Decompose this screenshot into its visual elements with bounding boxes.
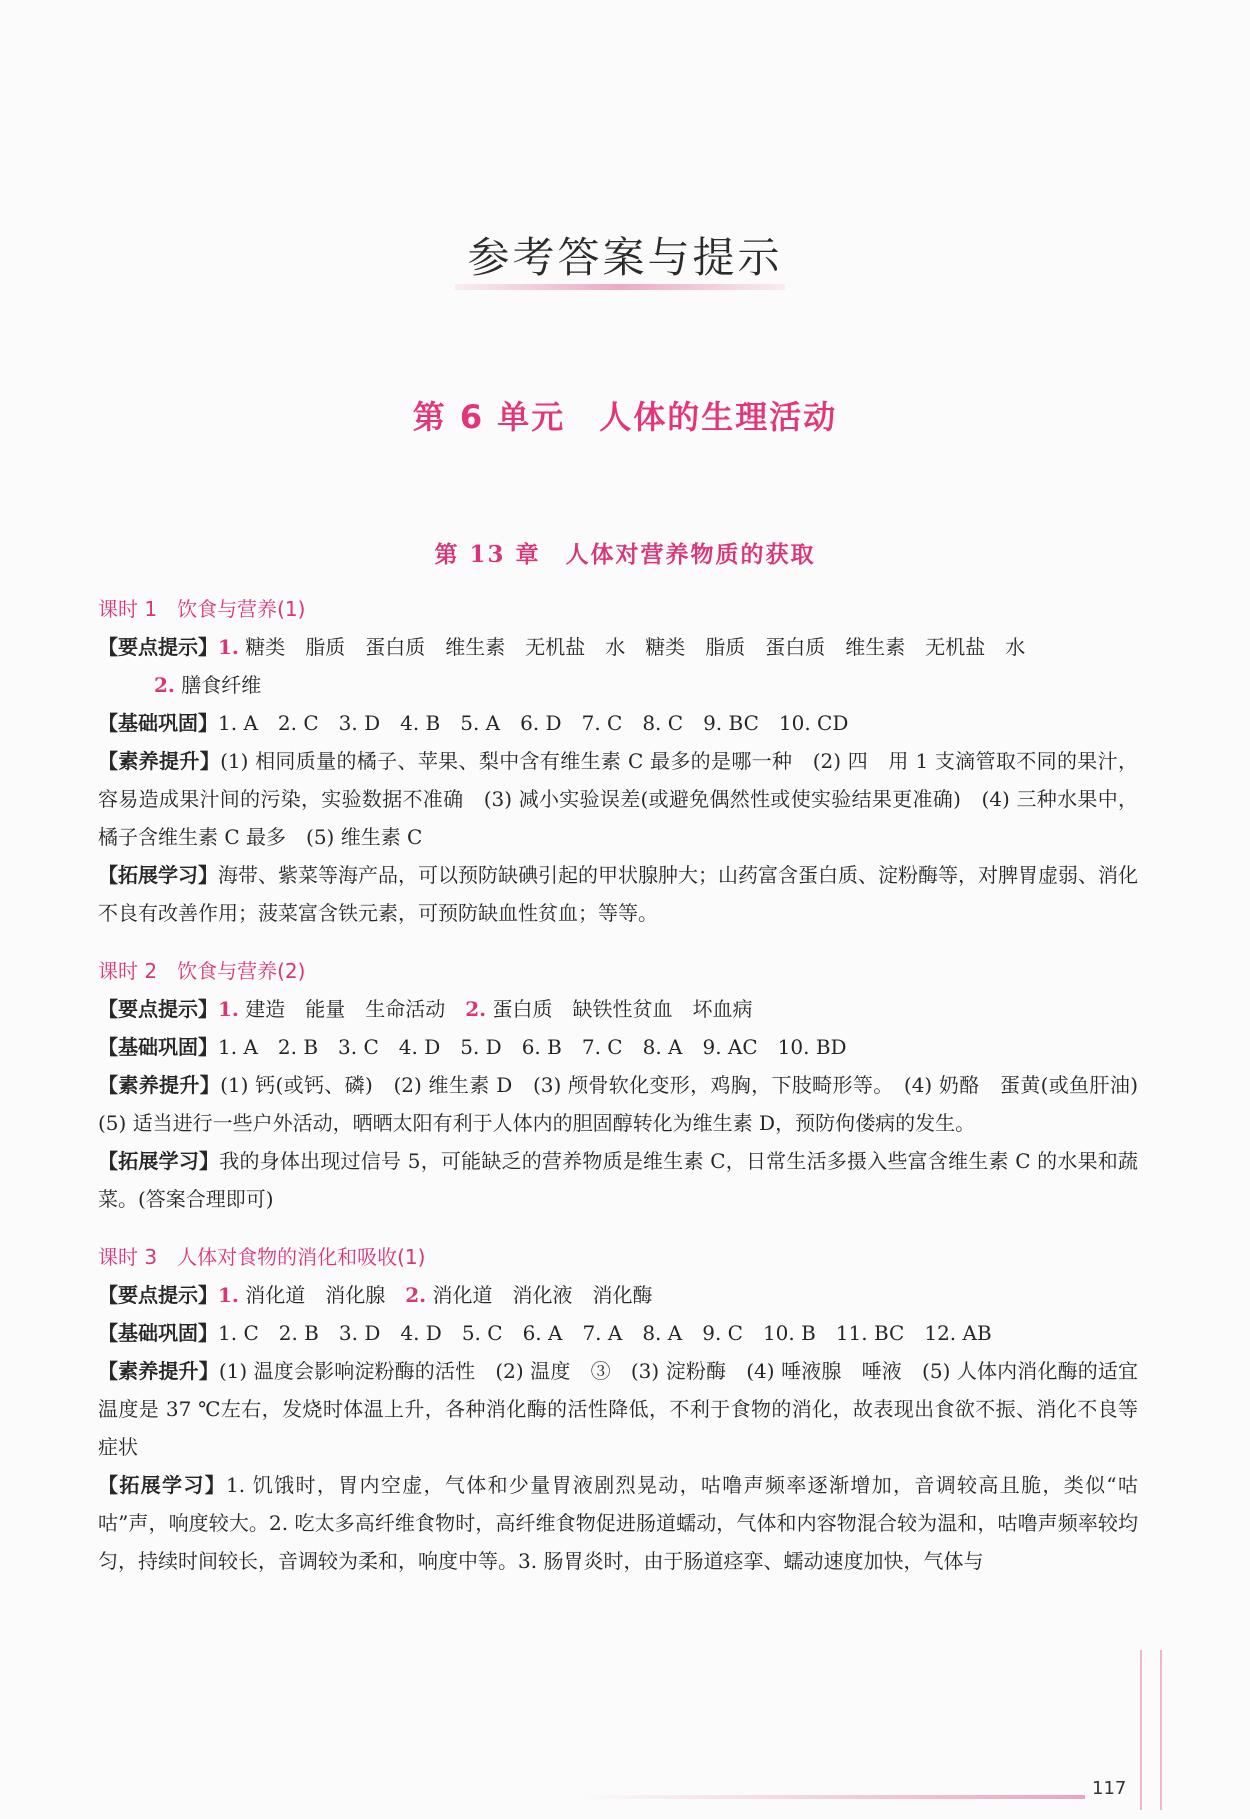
section-tag: 【素养提升】 bbox=[98, 1073, 221, 1097]
key-points bbox=[98, 628, 1138, 666]
lesson-2 bbox=[98, 952, 1158, 1218]
lesson-1 bbox=[98, 590, 1138, 932]
title-underline bbox=[455, 284, 785, 290]
section-tag: 【素养提升】 bbox=[98, 749, 221, 773]
section-tag: 【基础巩固】 bbox=[98, 1321, 218, 1345]
section-tag: 【拓展学习】 bbox=[98, 863, 218, 887]
key-points bbox=[98, 990, 1138, 1028]
item-number: 1. bbox=[218, 635, 239, 659]
section-tag: 【拓展学习】 bbox=[98, 1149, 220, 1173]
answer-text: 膳食纤维 bbox=[174, 673, 262, 697]
extend bbox=[98, 1466, 1138, 1580]
answer-text: (1) 温度会影响淀粉酶的活性 (2) 温度 ③ (3) 淀粉酶 (4) 唾液腺 唾液 (5) 人体内消化酶的适宜温度是 37 ℃左右，发烧时体温上升，各种消化酶的活性降低，不利于食物的消化，故表现出食欲不振、消化不良等症状 bbox=[98, 1359, 1139, 1459]
answer-text: 消化道 消化腺 bbox=[238, 1283, 386, 1307]
section-tag: 【要点提示】 bbox=[98, 997, 218, 1021]
answer-content bbox=[98, 590, 1158, 1600]
page-number: 117 bbox=[1092, 1778, 1127, 1799]
section-tag: 【拓展学习】 bbox=[98, 1473, 227, 1497]
key-points-cont bbox=[98, 666, 1138, 704]
item-number: 2. bbox=[465, 997, 487, 1021]
basics bbox=[98, 1314, 1138, 1352]
improve bbox=[98, 1352, 1138, 1466]
extend bbox=[98, 1142, 1138, 1218]
lesson-heading: 课时 3 人体对食物的消化和吸收(1) bbox=[98, 1245, 426, 1269]
section-tag: 【基础巩固】 bbox=[98, 1035, 218, 1059]
item-number: 2. bbox=[405, 1283, 427, 1307]
answer-text: 建造 能量 生命活动 bbox=[238, 997, 446, 1021]
lesson-3 bbox=[98, 1238, 1138, 1580]
answer-text: (1) 钙(或钙、磷) (2) 维生素 D (3) 颅骨软化变形，鸡胸，下肢畸形等。 (4) 奶酪 蛋黄(或鱼肝油) (5) 适当进行一些户外活动，晒晒太阳有利于人体内的胆固醇转化为维生素 D，预防佝偻病的发生。 bbox=[98, 1073, 1158, 1135]
answer-text: 1. 饥饿时，胃内空虚，气体和少量胃液剧烈晃动，咕噜声频率逐渐增加，音调较高且脆，类似“咕咕”声，响度较大。2. 吃太多高纤维食物时，高纤维食物促进肠道蠕动，气体和内容物混合较为温和，咕噜声频率较均匀，持续时间较长，音调较为柔和，响度中等。3. 肠胃炎时，由于肠道痉挛、蠕动速度加快，气体与 bbox=[98, 1473, 1138, 1573]
extend bbox=[98, 856, 1138, 932]
answer-text: 1. A 2. B 3. C 4. D 5. D 6. B 7. C 8. A 9. AC 10. BD bbox=[218, 1035, 847, 1059]
item-number: 2. bbox=[154, 673, 175, 697]
key-points bbox=[98, 1276, 1138, 1314]
page-edge-lines bbox=[1140, 1650, 1162, 1810]
section-tag: 【基础巩固】 bbox=[98, 711, 218, 735]
page-title: 参考答案与提示 bbox=[467, 233, 783, 282]
chapter-title: 第 13 章 人体对营养物质的获取 bbox=[434, 541, 816, 568]
lesson-heading: 课时 1 饮食与营养(1) bbox=[98, 597, 306, 621]
improve bbox=[98, 742, 1138, 856]
unit-title: 第 6 单元 人体的生理活动 bbox=[412, 398, 838, 436]
section-tag: 【要点提示】 bbox=[98, 1283, 218, 1307]
section-tag: 【要点提示】 bbox=[98, 635, 218, 659]
basics bbox=[98, 704, 1138, 742]
answer-text: (1) 相同质量的橘子、苹果、梨中含有维生素 C 最多的是哪一种 (2) 四 用 1 支滴管取不同的果汁，容易造成果汁间的污染，实验数据不准确 (3) 减小实验误差(或避免偶然性或使实验结果更准确) (4) 三种水果中，橘子含维生素 C 最多 (5) 维生素 C bbox=[98, 749, 1138, 849]
item-number: 1. bbox=[218, 1283, 239, 1307]
answer-text: 糖类 脂质 蛋白质 维生素 无机盐 水 糖类 脂质 蛋白质 维生素 无机盐 水 bbox=[238, 635, 1026, 659]
section-tag: 【素养提升】 bbox=[98, 1359, 219, 1383]
answer-text: 1. A 2. C 3. D 4. B 5. A 6. D 7. C 8. C 9. BC 10. CD bbox=[218, 711, 849, 735]
answer-text: 我的身体出现过信号 5，可能缺乏的营养物质是维生素 C，日常生活多摄入些富含维生素 C 的水果和蔬菜。(答案合理即可) bbox=[98, 1149, 1139, 1211]
improve bbox=[98, 1066, 1158, 1142]
answer-text: 1. C 2. B 3. D 4. D 5. C 6. A 7. A 8. A 9. C 10. B 11. BC 12. AB bbox=[218, 1321, 992, 1345]
footer-bar bbox=[580, 1795, 1085, 1799]
answer-text: 海带、紫菜等海产品，可以预防缺碘引起的甲状腺肿大；山药富含蛋白质、淀粉酶等，对脾胃虚弱、消化不良有改善作用；菠菜富含铁元素，可预防缺血性贫血；等等。 bbox=[98, 863, 1138, 925]
basics bbox=[98, 1028, 1138, 1066]
answer-text: 蛋白质 缺铁性贫血 坏血病 bbox=[486, 997, 753, 1021]
item-number: 1. bbox=[218, 997, 239, 1021]
lesson-heading: 课时 2 饮食与营养(2) bbox=[98, 959, 306, 983]
answer-text: 消化道 消化液 消化酶 bbox=[426, 1283, 653, 1307]
